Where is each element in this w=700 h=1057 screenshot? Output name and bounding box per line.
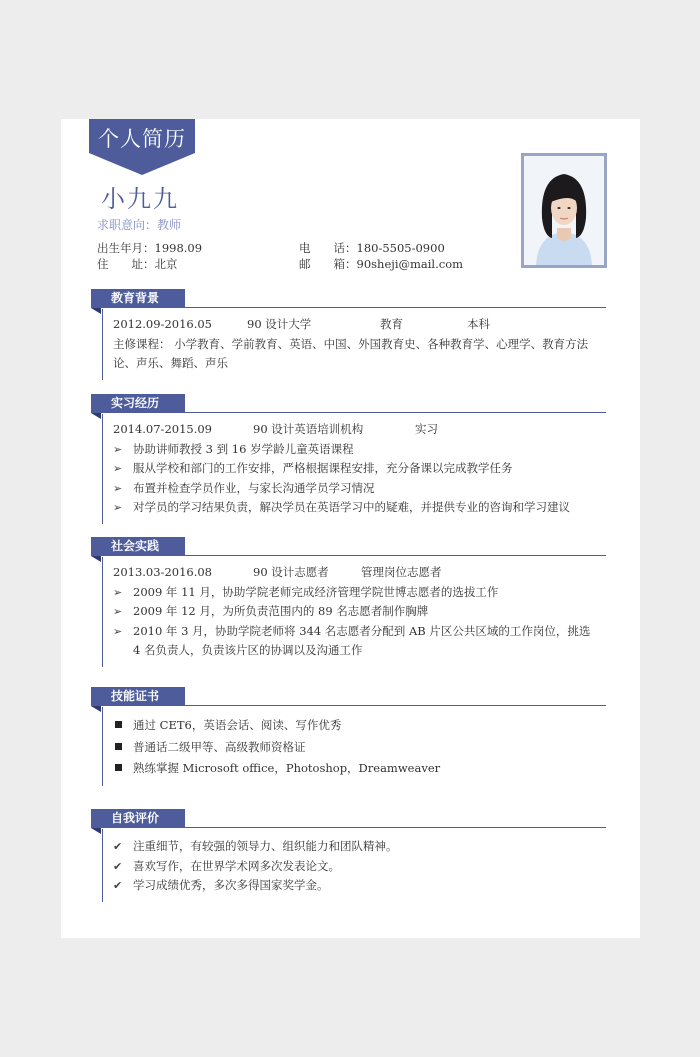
education-row (113, 315, 606, 335)
list-item (113, 440, 606, 460)
phone-value: 180-5505-0900 (356, 241, 445, 255)
birth-info (97, 240, 202, 256)
arrow-bullet-icon: ➢ (113, 501, 123, 514)
education-degree: 本科 (467, 317, 490, 331)
check-icon: ✔ (113, 840, 123, 853)
social-body (102, 557, 606, 667)
phone-label: 电 话： (299, 241, 357, 255)
birth-value: 1998.09 (154, 241, 203, 255)
list-item (113, 459, 606, 479)
birth-label: 出生年月： (97, 241, 155, 255)
list-item-text: 2009 年 12 月，为所负责范围内的 89 名志愿者制作胸牌 (133, 604, 429, 618)
address-info (97, 256, 178, 272)
phone-info (299, 240, 445, 256)
skills-body (102, 707, 606, 786)
list-item-text: 协助讲师教授 3 到 16 岁学龄儿童英语课程 (133, 441, 354, 456)
list-item-text: 学习成绩优秀，多次多得国家奖学金。 (133, 878, 329, 892)
check-icon: ✔ (113, 879, 123, 892)
square-bullet-icon (115, 743, 122, 750)
list-item-text: 普通话二级甲等、高级教师资格证 (133, 739, 306, 754)
education-body (102, 309, 606, 380)
self-eval-heading: 自我评价 (91, 809, 185, 828)
list-item (113, 876, 606, 896)
list-item-text: 2010 年 3 月，协助学院老师将 344 名志愿者分配到 AB 片区公共区域的工作岗位，挑选 4 名负责人，负责该片区的协调以及沟通工作 (133, 623, 591, 657)
address-value: 北京 (154, 257, 178, 271)
internship-period: 2014.07-2015.09 (113, 422, 212, 436)
list-item-text: 布置并检查学员作业，与家长沟通学员学习情况 (133, 480, 375, 495)
list-item-text: 注重细节，有较强的领导力、组织能力和团队精神。 (133, 839, 398, 853)
section-divider (185, 827, 606, 828)
section-divider (185, 412, 606, 413)
list-item (113, 622, 601, 661)
arrow-bullet-icon: ➢ (113, 585, 123, 599)
profile-photo (521, 153, 607, 268)
education-period: 2012.09-2016.05 (113, 317, 212, 331)
arrow-bullet-icon: ➢ (113, 442, 123, 456)
list-item (113, 737, 606, 759)
square-bullet-icon (115, 764, 122, 771)
section-divider (185, 307, 606, 308)
page-title: 个人简历 (98, 127, 186, 151)
social-section (91, 537, 606, 667)
education-major: 教育 (380, 317, 403, 331)
list-item (113, 479, 606, 499)
social-heading: 社会实践 (91, 537, 185, 556)
job-intent: 求职意向：教师 (97, 218, 182, 232)
internship-row (113, 420, 606, 440)
education-section (91, 289, 606, 380)
list-item-text: 熟练掌握 Microsoft office，Photoshop，Dreamweaver (133, 761, 441, 775)
email-label: 邮 箱： (299, 257, 357, 271)
list-item-text: 对学员的学习结果负责，解决学员在英语学习中的疑难，并提供专业的咨询和学习建议 (133, 500, 570, 514)
list-item (113, 602, 606, 622)
square-bullet-icon (115, 721, 122, 728)
list-item-text: 通过 CET6，英语会话、阅读、写作优秀 (133, 718, 342, 732)
list-item (113, 837, 606, 857)
section-divider (185, 555, 606, 556)
list-item (113, 715, 606, 737)
candidate-name: 小九九 (101, 185, 179, 213)
social-org: 90 设计志愿者 (253, 565, 329, 579)
self-eval-body (102, 829, 606, 902)
list-item (113, 857, 606, 877)
section-divider (185, 705, 606, 706)
self-eval-header (91, 809, 606, 829)
email-info (299, 256, 463, 272)
social-role: 管理岗位志愿者 (361, 565, 442, 579)
internship-body (102, 414, 606, 524)
list-item (113, 758, 606, 780)
list-item (113, 583, 606, 603)
list-item-text: 喜欢写作，在世界学术网多次发表论文。 (133, 858, 340, 873)
email-value: 90sheji@mail.com (356, 257, 464, 271)
education-header (91, 289, 606, 309)
education-school: 90 设计大学 (247, 317, 312, 331)
list-item-text: 2009 年 11 月，协助学院老师完成经济管理学院世博志愿者的选拔工作 (133, 584, 499, 599)
education-courses: 主修课程： 小学教育、学前教育、英语、中国、外国教育史、各种教育学、心理学、教育方法论、声乐、舞蹈、声乐 (113, 336, 589, 370)
arrow-bullet-icon: ➢ (113, 624, 123, 638)
address-label: 住 址： (97, 257, 155, 271)
list-item-text: 服从学校和部门的工作安排，严格根据课程安排，充分备课以完成教学任务 (133, 461, 513, 475)
check-icon: ✔ (113, 859, 123, 873)
arrow-bullet-icon: ➢ (113, 481, 123, 495)
skills-section (91, 687, 606, 786)
education-heading: 教育背景 (91, 289, 185, 308)
internship-role: 实习 (415, 422, 438, 436)
internship-org: 90 设计英语培训机构 (253, 422, 364, 436)
arrow-bullet-icon: ➢ (113, 605, 123, 618)
self-eval-section (91, 809, 606, 902)
internship-header (91, 394, 606, 414)
social-row (113, 563, 606, 583)
list-item (113, 498, 606, 518)
social-period: 2013.03-2016.08 (113, 565, 212, 579)
internship-section (91, 394, 606, 524)
internship-heading: 实习经历 (91, 394, 185, 413)
arrow-bullet-icon: ➢ (113, 462, 123, 475)
skills-header (91, 687, 606, 707)
resume-page (61, 119, 640, 938)
social-header (91, 537, 606, 557)
skills-heading: 技能证书 (91, 687, 185, 706)
portrait-icon (524, 156, 604, 265)
